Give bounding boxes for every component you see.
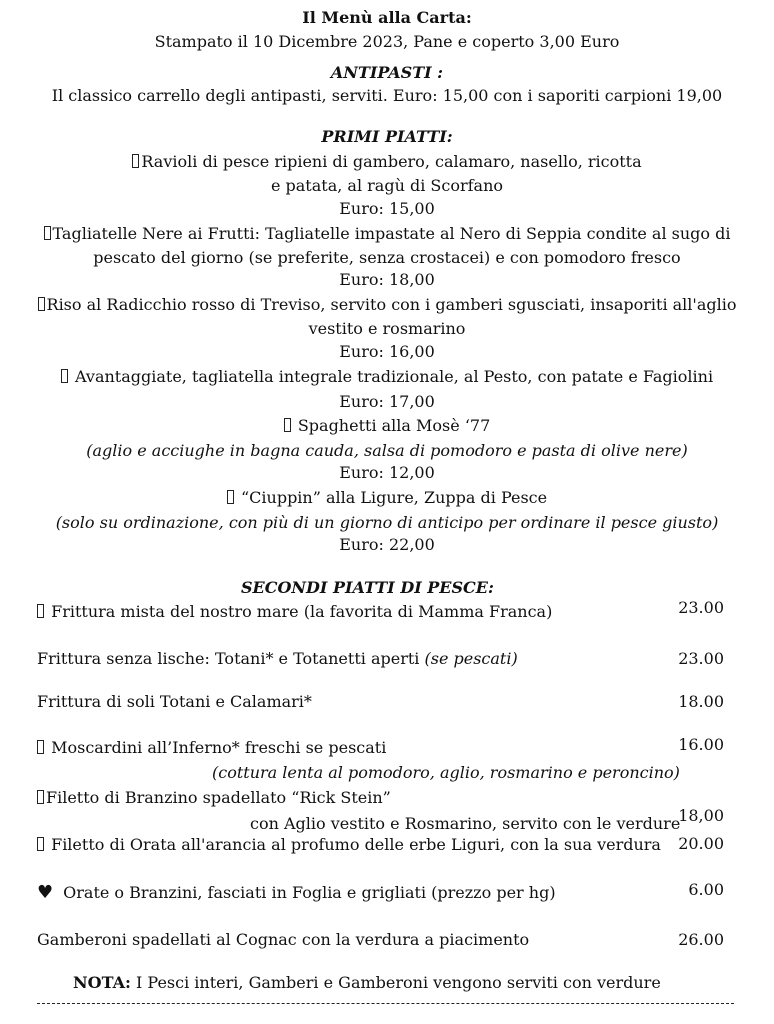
missing-glyph-icon [284,418,291,432]
secondi-item-price: 18,00 [678,806,724,825]
missing-glyph-icon [37,790,44,804]
primi-item-ciuppin: “Ciuppin” alla Ligure, Zuppa di Pesce [0,488,774,508]
secondi-item-price: 6.00 [688,880,724,899]
primi-item-avantaggiate: Avantaggiate, tagliatella integrale tradizionale, al Pesto, con patate e Fagiolini [0,367,774,387]
secondi-item-frittura-senza-lische: Frittura senza lische: Totani* e Totanetti aperti (se pescati) [37,649,518,668]
primi-item-riso: Riso al Radicchio rosso di Treviso, servito con i gamberi sgusciati, insaporiti all'aglio [0,295,774,315]
primi-item-line2: vestito e rosmarino [308,319,466,338]
secondi-item-branzino: Filetto di Branzino spadellato “Rick Stein” [37,788,391,808]
secondi-item-price: 16.00 [678,735,724,754]
antipasti-heading: ANTIPASTI : [330,63,444,82]
primi-item-ravioli: Ravioli di pesce ripieni di gambero, calamaro, nasello, ricotta [0,152,774,172]
secondi-item-price: 18.00 [678,692,724,711]
secondi-item-orate-branzini: ♥ Orate o Branzini, fasciati in Foglia e grigliati (prezzo per hg) [37,882,556,903]
missing-glyph-icon [61,369,68,383]
secondi-item-totani-calamari: Frittura di soli Totani e Calamari* [37,692,312,711]
missing-glyph-icon [227,490,234,504]
primi-item-line2: e patata, al ragù di Scorfano [270,176,504,195]
missing-glyph-icon [37,837,44,851]
secondi-item-price: 26.00 [678,930,724,949]
primi-item-price: Euro: 12,00 [339,463,435,482]
secondi-item-gamberoni: Gamberoni spadellati al Cognac con la verdura a piacimento [37,930,530,949]
primi-item-price: Euro: 15,00 [339,199,435,218]
menu-title: Il Menù alla Carta: [302,8,472,27]
primi-item-tagliatelle: Tagliatelle Nere ai Frutti: Tagliatelle impastate al Nero di Seppia condite al sugo di [0,224,774,244]
missing-glyph-icon [44,226,51,240]
primi-item-price: Euro: 17,00 [339,392,435,411]
secondi-item-orata: Filetto di Orata all'arancia al profumo delle erbe Liguri, con la sua verdura [37,835,661,855]
missing-glyph-icon [37,740,44,754]
primi-item-note: (aglio e acciughe in bagna cauda, salsa di pomodoro e pasta di olive nere) [86,441,688,460]
secondi-item-price: 20.00 [678,834,724,853]
secondi-item-line2: con Aglio vestito e Rosmarino, servito con le verdure [250,814,681,833]
menu-subtitle: Stampato il 10 Dicembre 2023, Pane e coperto 3,00 Euro [154,32,620,51]
secondi-item-note: (cottura lenta al pomodoro, aglio, rosmarino e peroncino) [212,763,680,782]
secondi-heading: SECONDI PIATTI DI PESCE: [241,578,494,597]
secondi-item-frittura-mista: Frittura mista del nostro mare (la favorita di Mamma Franca) [37,602,552,622]
secondi-item-price: 23.00 [678,598,724,617]
primi-item-price: Euro: 22,00 [339,535,435,554]
primi-item-price: Euro: 18,00 [339,270,435,289]
primi-item-note: (solo su ordinazione, con più di un giorno di anticipo per ordinare il pesce giusto) [55,513,719,532]
primi-heading: PRIMI PIATTI: [321,127,453,146]
secondi-item-price: 23.00 [678,649,724,668]
divider [37,1003,734,1004]
missing-glyph-icon [37,604,44,618]
nota-line: NOTA: I Pesci interi, Gamberi e Gamberoni vengono serviti con verdure [73,973,661,992]
heart-icon: ♥ [37,882,54,903]
primi-item-price: Euro: 16,00 [339,342,435,361]
primi-item-line2: pescato del giorno (se preferite, senza crostacei) e con pomodoro fresco [93,248,681,267]
secondi-item-moscardini: Moscardini all’Inferno* freschi se pescati [37,738,386,758]
primi-item-spaghetti: Spaghetti alla Mosè ‘77 [0,416,774,436]
missing-glyph-icon [132,154,139,168]
missing-glyph-icon [38,297,45,311]
antipasti-line: Il classico carrello degli antipasti, serviti. Euro: 15,00 con i saporiti carpioni 19,00 [51,86,723,105]
